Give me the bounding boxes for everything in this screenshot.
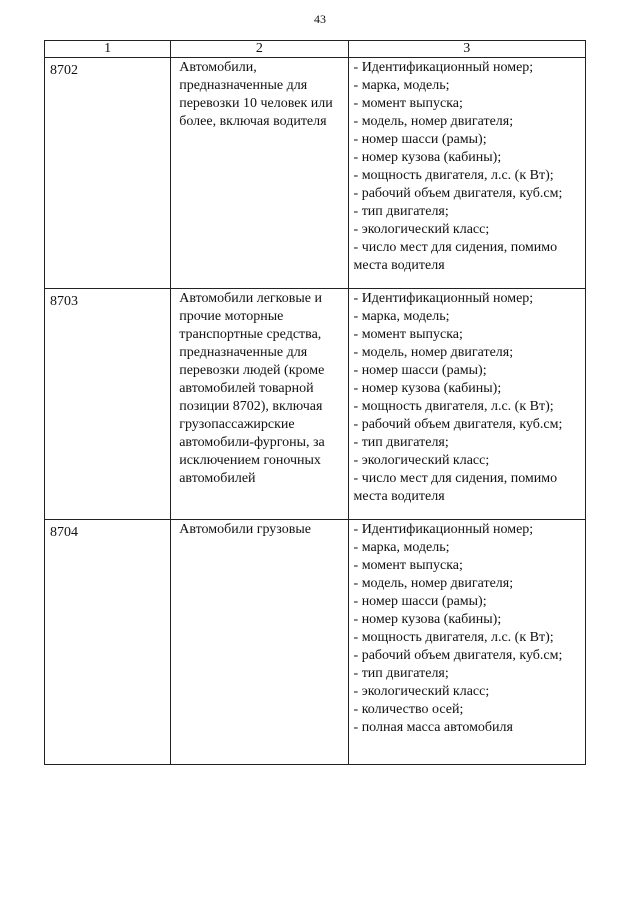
attribute-item: - номер шасси (рамы); (353, 363, 487, 378)
column-header-1: 1 (45, 41, 171, 58)
attribute-item: - Идентификационный номер; (353, 291, 534, 306)
attribute-item: - момент выпуска; (353, 327, 463, 342)
row-description: Автомобили грузовые (171, 520, 348, 765)
row-description: Автомобили, предназначенные для перевозки 10 человек или более, включая водителя (171, 58, 348, 289)
attribute-item: - модель, номер двигателя; (353, 345, 514, 360)
attribute-item: - число мест для сидения, помимо места водителя (353, 240, 558, 273)
attribute-item: - марка, модель; (353, 540, 450, 555)
attribute-item: - рабочий объем двигателя, куб.см; (353, 648, 563, 663)
attribute-item: - номер шасси (рамы); (353, 132, 487, 147)
row-attributes (348, 520, 585, 765)
table-row (45, 520, 586, 765)
row-attributes (348, 58, 585, 289)
attribute-list (354, 290, 583, 506)
attribute-item: - модель, номер двигателя; (353, 114, 514, 129)
attribute-item: - момент выпуска; (353, 96, 463, 111)
attribute-item: - марка, модель; (353, 309, 450, 324)
attribute-item: - рабочий объем двигателя, куб.см; (353, 417, 563, 432)
attribute-item: - номер кузова (кабины); (353, 150, 502, 165)
table-header-row (45, 41, 586, 58)
attribute-item: - модель, номер двигателя; (353, 576, 514, 591)
attribute-item: - число мест для сидения, помимо места водителя (353, 471, 558, 504)
attribute-item: - номер шасси (рамы); (353, 594, 487, 609)
attribute-item: - экологический класс; (353, 222, 490, 237)
row-description: Автомобили легковые и прочие моторные транспортные средства, предназначенные для перевозки людей (кроме автомобилей товарной позиции 8702), включая грузопассажирские автомобили-фургоны, за исключением гоночных автомобилей (171, 289, 348, 520)
table-row (45, 58, 586, 289)
attribute-list (354, 59, 583, 275)
attribute-item: - мощность двигателя, л.с. (к Вт); (353, 630, 554, 645)
attribute-item: - количество осей; (353, 702, 464, 717)
row-code: 8703 (45, 289, 171, 520)
attribute-list (354, 521, 583, 737)
table-row (45, 289, 586, 520)
attribute-item: - марка, модель; (353, 78, 450, 93)
attribute-item: - мощность двигателя, л.с. (к Вт); (353, 399, 554, 414)
vehicle-attributes-table (44, 40, 586, 765)
attribute-item: - Идентификационный номер; (353, 522, 534, 537)
column-header-3: 3 (348, 41, 585, 58)
attribute-item: - номер кузова (кабины); (353, 612, 502, 627)
row-code: 8702 (45, 58, 171, 289)
attribute-item: - тип двигателя; (353, 204, 449, 219)
attribute-item: - тип двигателя; (353, 435, 449, 450)
attribute-item: - мощность двигателя, л.с. (к Вт); (353, 168, 554, 183)
row-attributes (348, 289, 585, 520)
row-code: 8704 (45, 520, 171, 765)
attribute-item: - полная масса автомобиля (353, 720, 513, 735)
page-number: 43 (314, 12, 326, 26)
attribute-item: - экологический класс; (353, 684, 490, 699)
attribute-item: - номер кузова (кабины); (353, 381, 502, 396)
column-header-2: 2 (171, 41, 348, 58)
attribute-item: - Идентификационный номер; (353, 60, 534, 75)
attribute-item: - экологический класс; (353, 453, 490, 468)
attribute-item: - момент выпуска; (353, 558, 463, 573)
attribute-item: - тип двигателя; (353, 666, 449, 681)
attribute-item: - рабочий объем двигателя, куб.см; (353, 186, 563, 201)
